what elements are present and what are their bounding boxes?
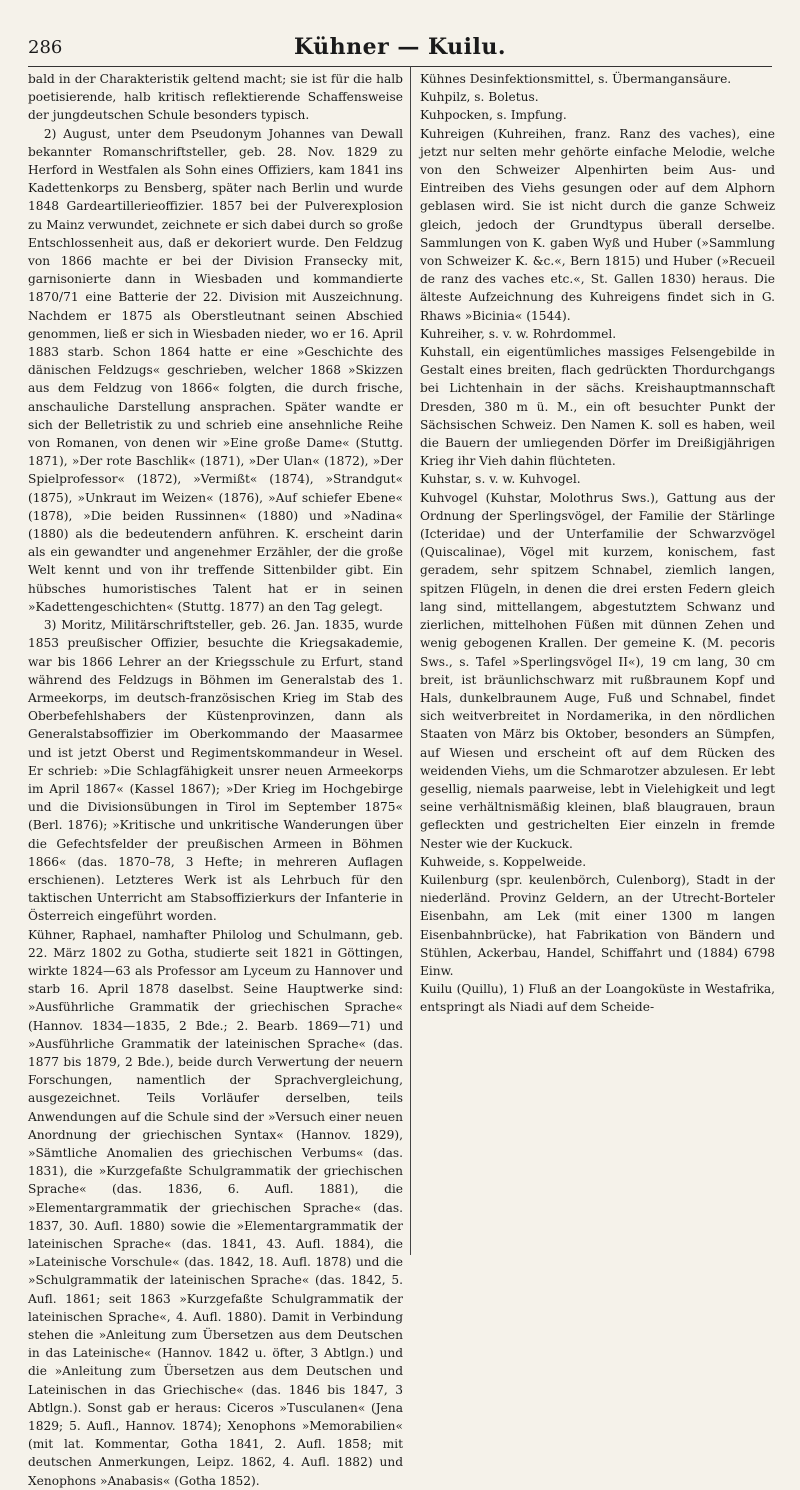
entry-paragraph: bald in der Charakteristik geltend macht; sie ist für die halb poetisierende, halb kritisch reflektierende Schaffensweise der jungdeutschen Schule besonders typisch. [28, 72, 403, 123]
entry-paragraph: Kuhreigen (Kuhreihen, franz. Ranz des vaches), eine jetzt nur selten mehr gehörte einfache Melodie, welche von den Schweizer Alpenhirten beim Aus- und Eintreiben des Viehs gesungen oder auf dem Alphorn geblasen wird. Sie ist nicht durch die ganze Schweiz gleich, jedoch der Grundtypus überall derselbe. Sammlungen von K. gaben Wyß und Huber (»Sammlung von Schweizer K. &c.«, Bern 1815) und Huber (»Recueil de ranz des vaches etc.«, St. Gallen 1830) heraus. Die älteste Aufzeichnung des Kuhreigens findet sich in G. Rhaws »Bicinia« (1544). [420, 126, 775, 323]
entry-paragraph: Kuilenburg (spr. keulenbörch, Culenborg), Stadt in der niederländ. Provinz Geldern, an der Utrecht-Borteler Eisenbahn, am Lek (mit einer 1300 m langen Eisenbahnbrücke), hat Fabrikation von Bändern und Stühlen, Ackerbau, Handel, Schiffahrt und (1884) 6798 Einw. [420, 872, 775, 978]
entry-paragraph: Kühnes Desinfektionsmittel, s. Übermangansäure. [420, 72, 732, 86]
right-column [420, 70, 775, 1255]
entry-paragraph: Kuhreiher, s. v. w. Rohrdommel. [420, 326, 617, 341]
entry-paragraph: Kuhstar, s. v. w. Kuhvogel. [420, 472, 581, 487]
left-column [28, 70, 403, 1488]
entry-paragraph: Kuhpocken, s. Impfung. [420, 108, 567, 123]
entry-paragraph: Kuhstall, ein eigentümliches massiges Felsengebilde in Gestalt eines breiten, flach gedrückten Thordurchgangs bei Lichtenhain in der sächs. Kreishauptmannschaft Dresden, 380 m ü. M., ein oft besuchter Punkt der Sächsischen Schweiz. Den Namen K. soll es haben, weil die Bauern der umliegenden Dörfer im Dreißigjährigen Krieg ihr Vieh dahin flüchteten. [420, 345, 775, 469]
entry-paragraph: Kühner, Raphael, namhafter Philolog und Schulmann, geb. 22. März 1802 zu Gotha, studierte seit 1821 in Göttingen, wirkte 1824—63 als Professor am Lyceum zu Hannover und starb 16. April 1878 daselbst. Seine Hauptwerke sind: »Ausführliche Grammatik der griechischen Sprache« (Hannov. 1834—1835, 2 Bde.; 2. Bearb. 1869—71) und »Ausführliche Grammatik der lateinischen Sprache« (das. 1877 bis 1879, 2 Bde.), beide durch Verwertung der neuern Forschungen, namentlich der Sprachvergleichung, ausgezeichnet. Teils Vorläufer derselben, teils Anwendungen auf die Schule sind der »Versuch einer neuen Anordnung der griechischen Syntax« (Hannov. 1829), »Sämtliche Anomalien des griechischen Verbums« (das. 1831), die »Kurzgefaßte Schulgrammatik der griechischen Sprache« (das. 1836, 6. Aufl. 1881), die »Elementargrammatik der griechischen Sprache« (das. 1837, 30. Aufl. 1880) sowie die »Elementargrammatik der lateinischen Sprache« (das. 1841, 43. Aufl. 1884), die »Lateinische Vorschule« (das. 1842, 18. Aufl. 1878) und die »Schulgrammatik der lateinischen Sprache« (das. 1842, 5. Aufl. 1861; seit 1863 »Kurzgefaßte Schulgrammatik der lateinischen Sprache«, 4. Aufl. 1880). Damit in Verbindung stehen die »Anleitung zum Übersetzen aus dem Deutschen in das Lateinische« (Hannov. 1842 u. öfter, 3 Abtlgn.) und die »Anleitung zum Übersetzen aus dem Deutschen und Lateinischen in das Griechische« (das. 1846 bis 1847, 3 Abtlgn.). Sonst gab er heraus: Ciceros »Tusculanen« (Jena 1829; 5. Aufl., Hannov. 1874); Xenophons »Memorabilien« (mit lat. Kommentar, Gotha 1841, 2. Aufl. 1858; mit deutschen Anmerkungen, Leipz. 1862, 4. Aufl. 1882) und Xenophons »Anabasis« (Gotha 1852). [28, 927, 403, 1488]
page-header [28, 30, 772, 64]
entry-paragraph: Kuilu (Quillu), 1) Fluß an der Loangoküste in Westafrika, entspringt als Niadi auf dem Scheide- [420, 982, 775, 1015]
entry-paragraph: Kuhpilz, s. Boletus. [420, 90, 539, 105]
column-divider [410, 66, 411, 1255]
entry-paragraph: 2) August, unter dem Pseudonym Johannes van Dewall bekannter Romanschriftsteller, geb. 28. Nov. 1829 zu Herford in Westfalen als Sohn eines Offiziers, kam 1841 ins Kadettenkorps zu Bensberg, später nach Berlin und wurde 1848 Gardeartillerieoffizier. 1857 bei der Pulverexplosion zu Mainz verwundet, zeichnete er sich dabei durch so große Entschlossenheit aus, daß er dekoriert wurde. Den Feldzug von 1866 machte er bei der Division Fransecky mit, garnisonierte dann in Wiesbaden und kommandierte 1870/71 eine Batterie der 22. Division mit Auszeichnung. Nachdem er 1875 als Oberstleutnant seinen Abschied genommen, ließ er sich in Wiesbaden nieder, wo er 16. April 1883 starb. Schon 1864 hatte er eine »Geschichte des dänischen Feldzugs« geschrieben, welcher 1868 »Skizzen aus dem Feldzug von 1866« folgten, die durch frische, anschauliche Darstellung ansprachen. Später wandte er sich der Belletristik zu und schrieb eine ansehnliche Reihe von Romanen, von denen wir »Eine große Dame« (Stuttg. 1871), »Der rote Baschlik« (1871), »Der Ulan« (1872), »Der Spielprofessor« (1872), »Vermißt« (1874), »Strandgut« (1875), »Unkraut im Weizen« (1876), »Auf schiefer Ebene« (1878), »Die beiden Russinnen« (1880) und »Nadina« (1880) als die bedeutendern anführen. K. erscheint darin als ein gewandter und angenehmer Erzähler, der die große Welt kennt und von ihr treffende Sittenbilder gibt. Ein hübsches humoristisches Talent hat er in seinen »Kadettengeschichten« (Stuttg. 1877) an den Tag gelegt. [28, 126, 403, 614]
running-title: Kühner — Kuilu. [293, 34, 507, 60]
entry-paragraph: Kuhvogel (Kuhstar, Molothrus Sws.), Gattung aus der Ordnung der Sperlingsvögel, der Familie der Stärlinge (Icteridae) und der Unterfamilie der Schwarzvögel (Quiscalinae), Vögel mit kurzem, konischem, fast geradem, sehr spitzem Schnabel, ziemlich langen, spitzen Flügeln, in denen die drei ersten Federn gleich lang sind, mittellangem, abgestutztem Schwanz und zierlichen, mittelhohen Füßen mit dünnen Zehen und wenig gebogenen Krallen. Der gemeine K. (M. pecoris Sws., s. Tafel »Sperlingsvögel II«), 19 cm lang, 30 cm breit, ist bräunlichschwarz mit rußbraunem Kopf und Hals, dunkelbraunem Auge, Fuß und Schnabel, findet sich weitverbreitet in Nordamerika, in den nördlichen Staaten von März bis Oktober, besonders an Sümpfen, auf Wiesen und erscheint oft auf dem Rücken des weidenden Viehs, um die Schmarotzer abzulesen. Er lebt gesellig, niemals paarweise, lebt in Vielehigkeit und legt seine verhältnismäßig kleinen, blaß blaugrauen, braun gefleckten und gestrichelten Eier einzeln in fremde Nester wie der Kuckuck. [420, 490, 775, 851]
page-number: 286 [28, 36, 63, 58]
entry-paragraph: 3) Moritz, Militärschriftsteller, geb. 26. Jan. 1835, wurde 1853 preußischer Offizier, besuchte die Kriegsakademie, war bis 1866 Lehrer an der Kriegsschule zu Erfurt, stand während des Feldzugs in Böhmen im Generalstab des 1. Armeekorps, im deutsch-französischen Krieg im Stab des Oberbefehlshabers der Küstenprovinzen, dann als Generalstabsoffizier im Oberkommando der Maasarmee und ist jetzt Oberst und Regimentskommandeur in Wesel. Er schrieb: »Die Schlagfähigkeit unsrer neuen Armeekorps im April 1867« (Kassel 1867); »Der Krieg im Hochgebirge und die Divisionsübungen in Tirol im September 1875« (Berl. 1876); »Kritische und unkritische Wanderungen über die Gefechtsfelder der preußischen Armeen in Böhmen 1866« (das. 1870–78, 3 Hefte; in mehreren Auflagen erschienen). Letzteres Werk ist als Lehrbuch für den taktischen Unterricht am Stabsoffizierkurs der Infanterie in Österreich eingeführt worden. [28, 618, 403, 924]
header-rule [28, 66, 772, 67]
entry-paragraph: Kuhweide, s. Koppelweide. [420, 854, 587, 869]
